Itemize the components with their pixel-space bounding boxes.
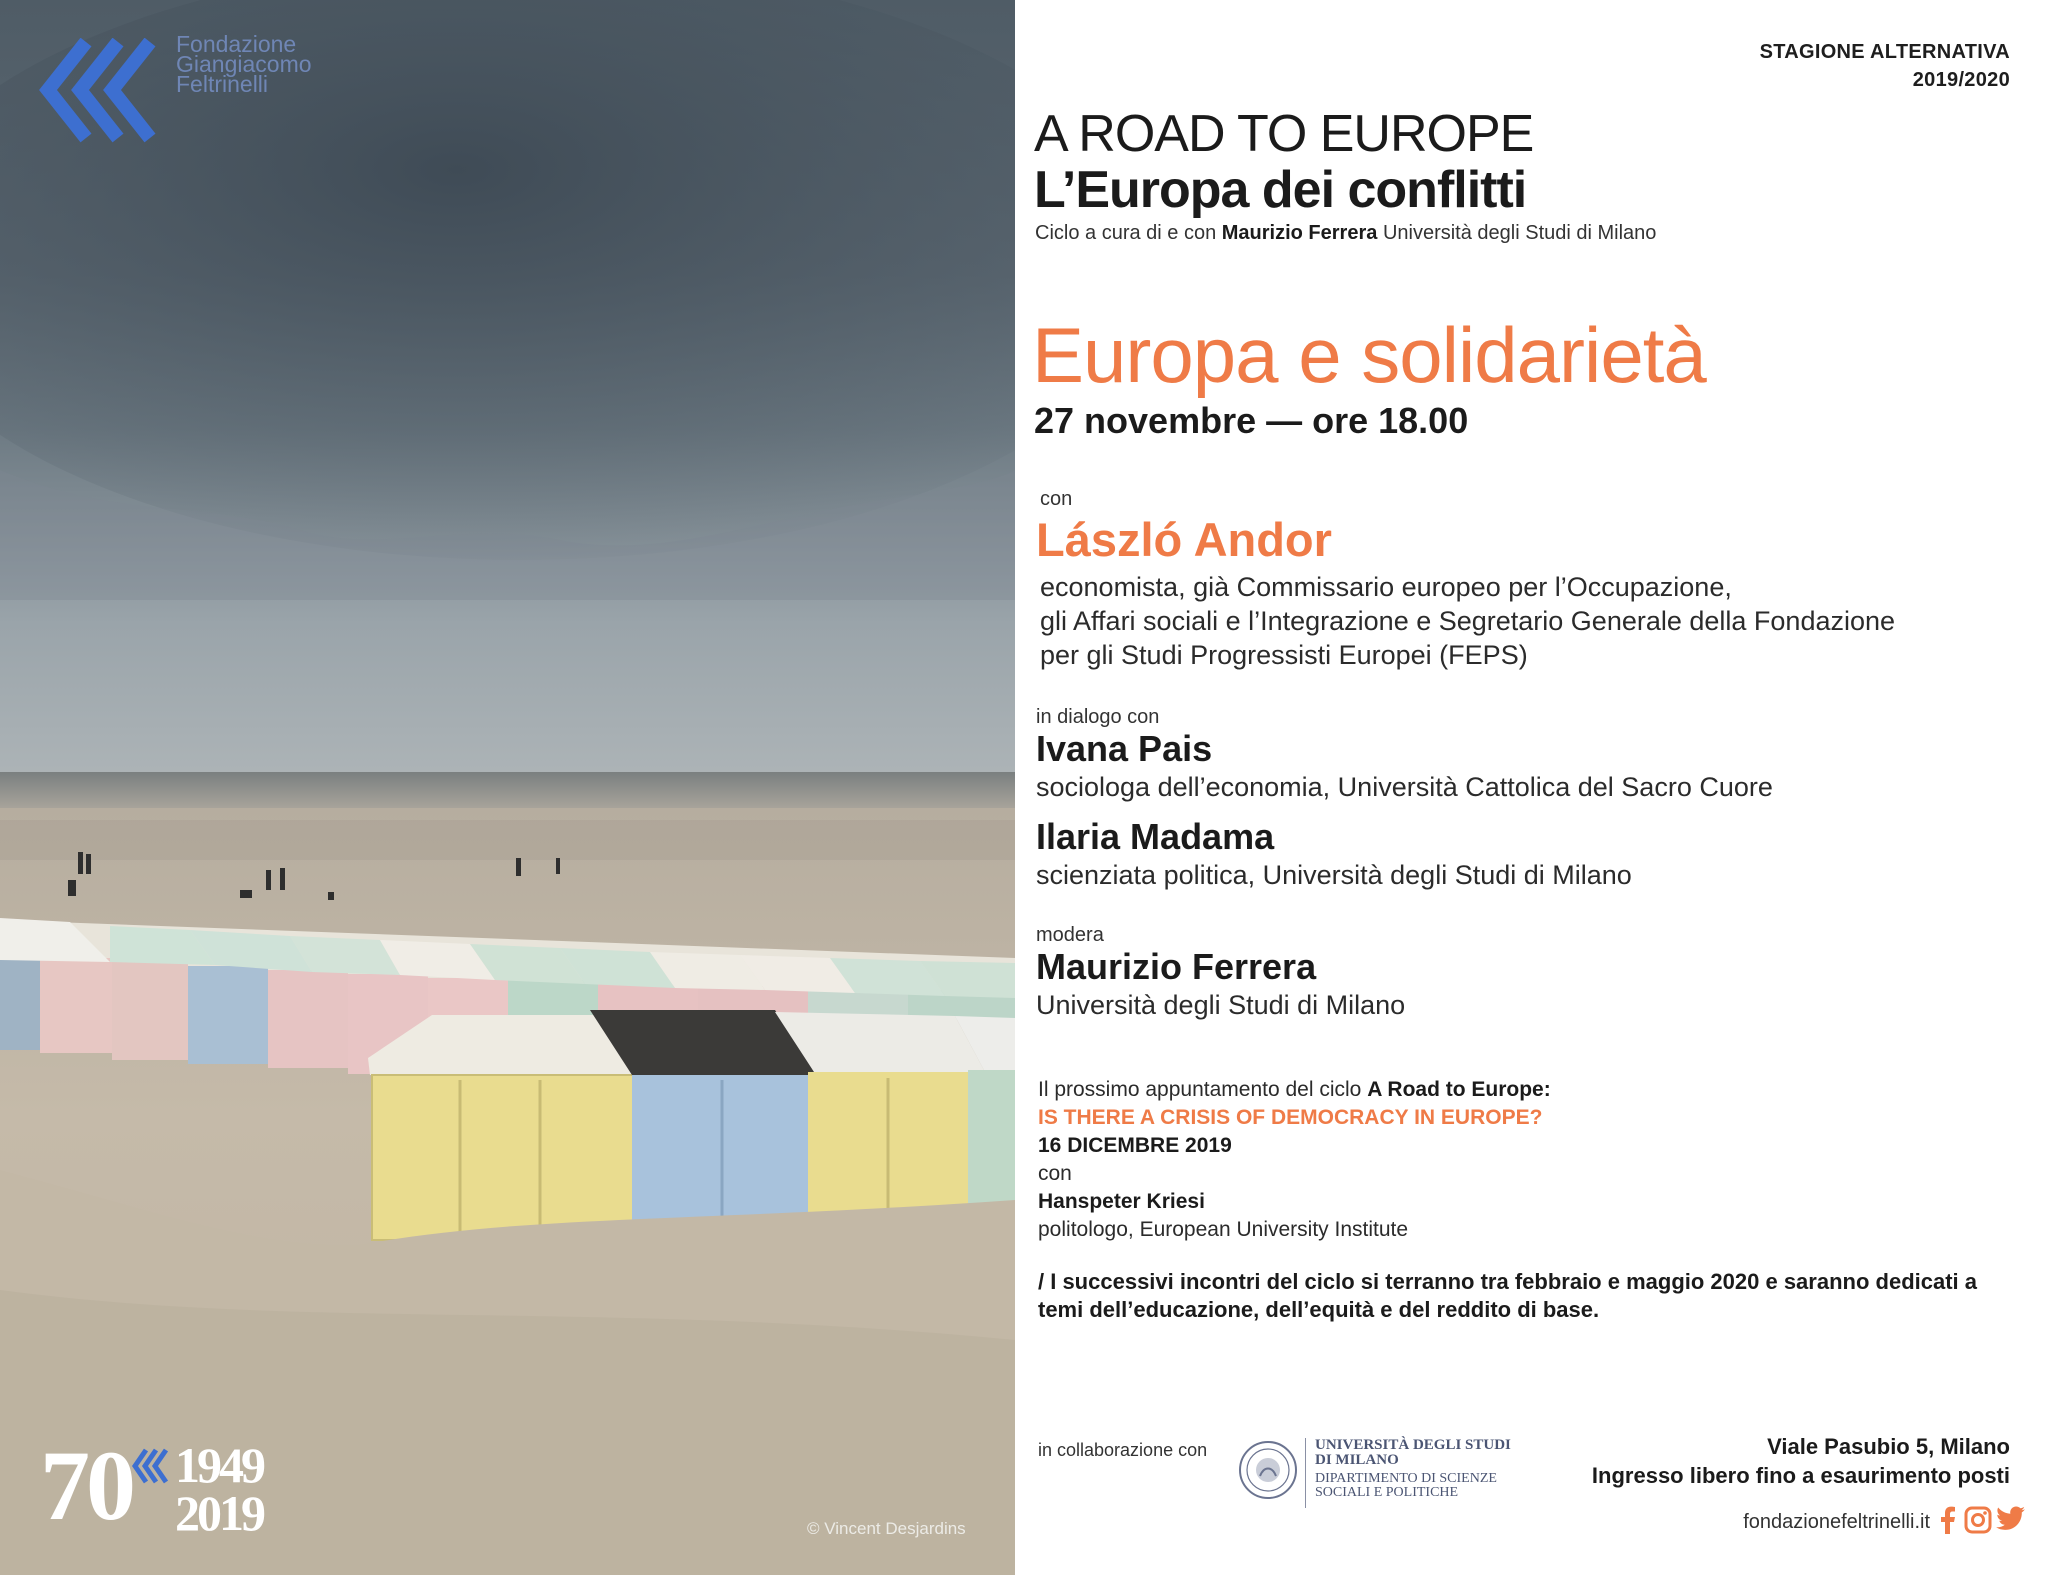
guest-description — [1040, 570, 1895, 672]
next-event-speaker: Hanspeter Kriesi — [1038, 1190, 1205, 1213]
venue-address: Viale Pasubio 5, Milano — [1767, 1434, 2010, 1459]
series-title: A ROAD TO EUROPE — [1034, 105, 1534, 163]
guest-intro: con — [1040, 488, 1073, 510]
next-event-series: A Road to Europe: — [1367, 1078, 1551, 1101]
moderator-intro: modera — [1036, 924, 1104, 946]
season-line-2: 2019/2020 — [1912, 69, 2010, 91]
moderator-description: Università degli Studi di Milano — [1036, 990, 1406, 1020]
university-name-line-2: DI MILANO — [1315, 1452, 1399, 1468]
panelist-description: scienziata politica, Università degli Studi di Milano — [1036, 860, 1632, 890]
logo-line: Giangiacomo — [176, 51, 312, 77]
next-event-with: con — [1038, 1162, 1072, 1185]
logo-line: Fondazione — [176, 31, 297, 57]
guest-desc-line: per gli Studi Progressisti Europei (FEPS) — [1040, 640, 1528, 670]
collaboration-label: in collaborazione con — [1038, 1440, 1208, 1460]
photo-credit: © Vincent Desjardins — [807, 1519, 966, 1538]
moderator-name: Maurizio Ferrera — [1036, 946, 1317, 987]
further-events-note: / I successivi incontri del ciclo si terranno tra febbraio e maggio 2020 e saranno dedicati a temi dell’educazione, dell’equità e del reddito di base. — [1038, 1269, 1977, 1322]
panelist-name: Ilaria Madama — [1036, 816, 1275, 857]
panelist-description: sociologa dell’economia, Università Cattolica del Sacro Cuore — [1036, 772, 1773, 802]
feltrinelli-logo-text — [176, 31, 312, 97]
guest-desc-line: gli Affari sociali e l’Integrazione e Segretario Generale della Fondazione — [1040, 606, 1896, 636]
next-event-intro-line — [1038, 1076, 1551, 1104]
anniversary-year-start: 1949 — [175, 1437, 263, 1493]
instagram-icon[interactable] — [1964, 1506, 1992, 1539]
department-line-2: SOCIALI E POLITICHE — [1315, 1485, 1459, 1500]
collaboration-divider — [1305, 1438, 1306, 1508]
university-logo-text — [1315, 1438, 1511, 1500]
university-seal-icon — [1238, 1440, 1298, 1505]
venue-info — [1592, 1432, 2010, 1490]
website-link[interactable]: fondazionefeltrinelli.it — [1743, 1511, 1930, 1533]
series-heading — [1034, 106, 1533, 218]
next-event-speaker-desc: politologo, European University Institute — [1038, 1218, 1409, 1241]
curator-affiliation: Università degli Studi di Milano — [1382, 222, 1657, 244]
guest-desc-line: economista, già Commissario europeo per l’Occupazione, — [1040, 572, 1732, 602]
logo-line: Feltrinelli — [176, 71, 269, 97]
curated-prefix: Ciclo a cura di e con — [1035, 222, 1217, 244]
event-title: Europa e solidarietà — [1032, 311, 1706, 399]
series-subtitle: L’Europa dei conflitti — [1034, 161, 1527, 219]
beach-photo — [0, 0, 1015, 1575]
anniversary-year-end: 2019 — [175, 1485, 263, 1541]
event-date: 27 novembre — ore 18.00 — [1034, 400, 1469, 441]
curator-name: Maurizio Ferrera — [1221, 222, 1378, 244]
curated-by — [1035, 222, 1656, 245]
next-event — [1038, 1076, 1551, 1244]
venue-access: Ingresso libero fino a esaurimento posti — [1591, 1463, 2010, 1488]
season-line-1: STAGIONE ALTERNATIVA — [1759, 41, 2010, 63]
department-line-1: DIPARTIMENTO DI SCIENZE — [1315, 1471, 1497, 1486]
dialogue-intro: in dialogo con — [1036, 706, 1160, 728]
next-event-intro: Il prossimo appuntamento del ciclo — [1038, 1078, 1362, 1101]
next-event-date: 16 DICEMBRE 2019 — [1038, 1134, 1232, 1157]
panelist-name: Ivana Pais — [1036, 728, 1213, 769]
season-label — [1760, 38, 2010, 94]
twitter-icon[interactable] — [1996, 1506, 2026, 1537]
next-event-title: IS THERE A CRISIS OF DEMOCRACY IN EUROPE? — [1038, 1106, 1543, 1129]
anniversary-number: 70 — [40, 1430, 132, 1541]
university-name-line-1: UNIVERSITÀ DEGLI STUDI — [1315, 1437, 1511, 1453]
guest-name: László Andor — [1036, 513, 1332, 566]
facebook-icon[interactable] — [1938, 1506, 1956, 1539]
